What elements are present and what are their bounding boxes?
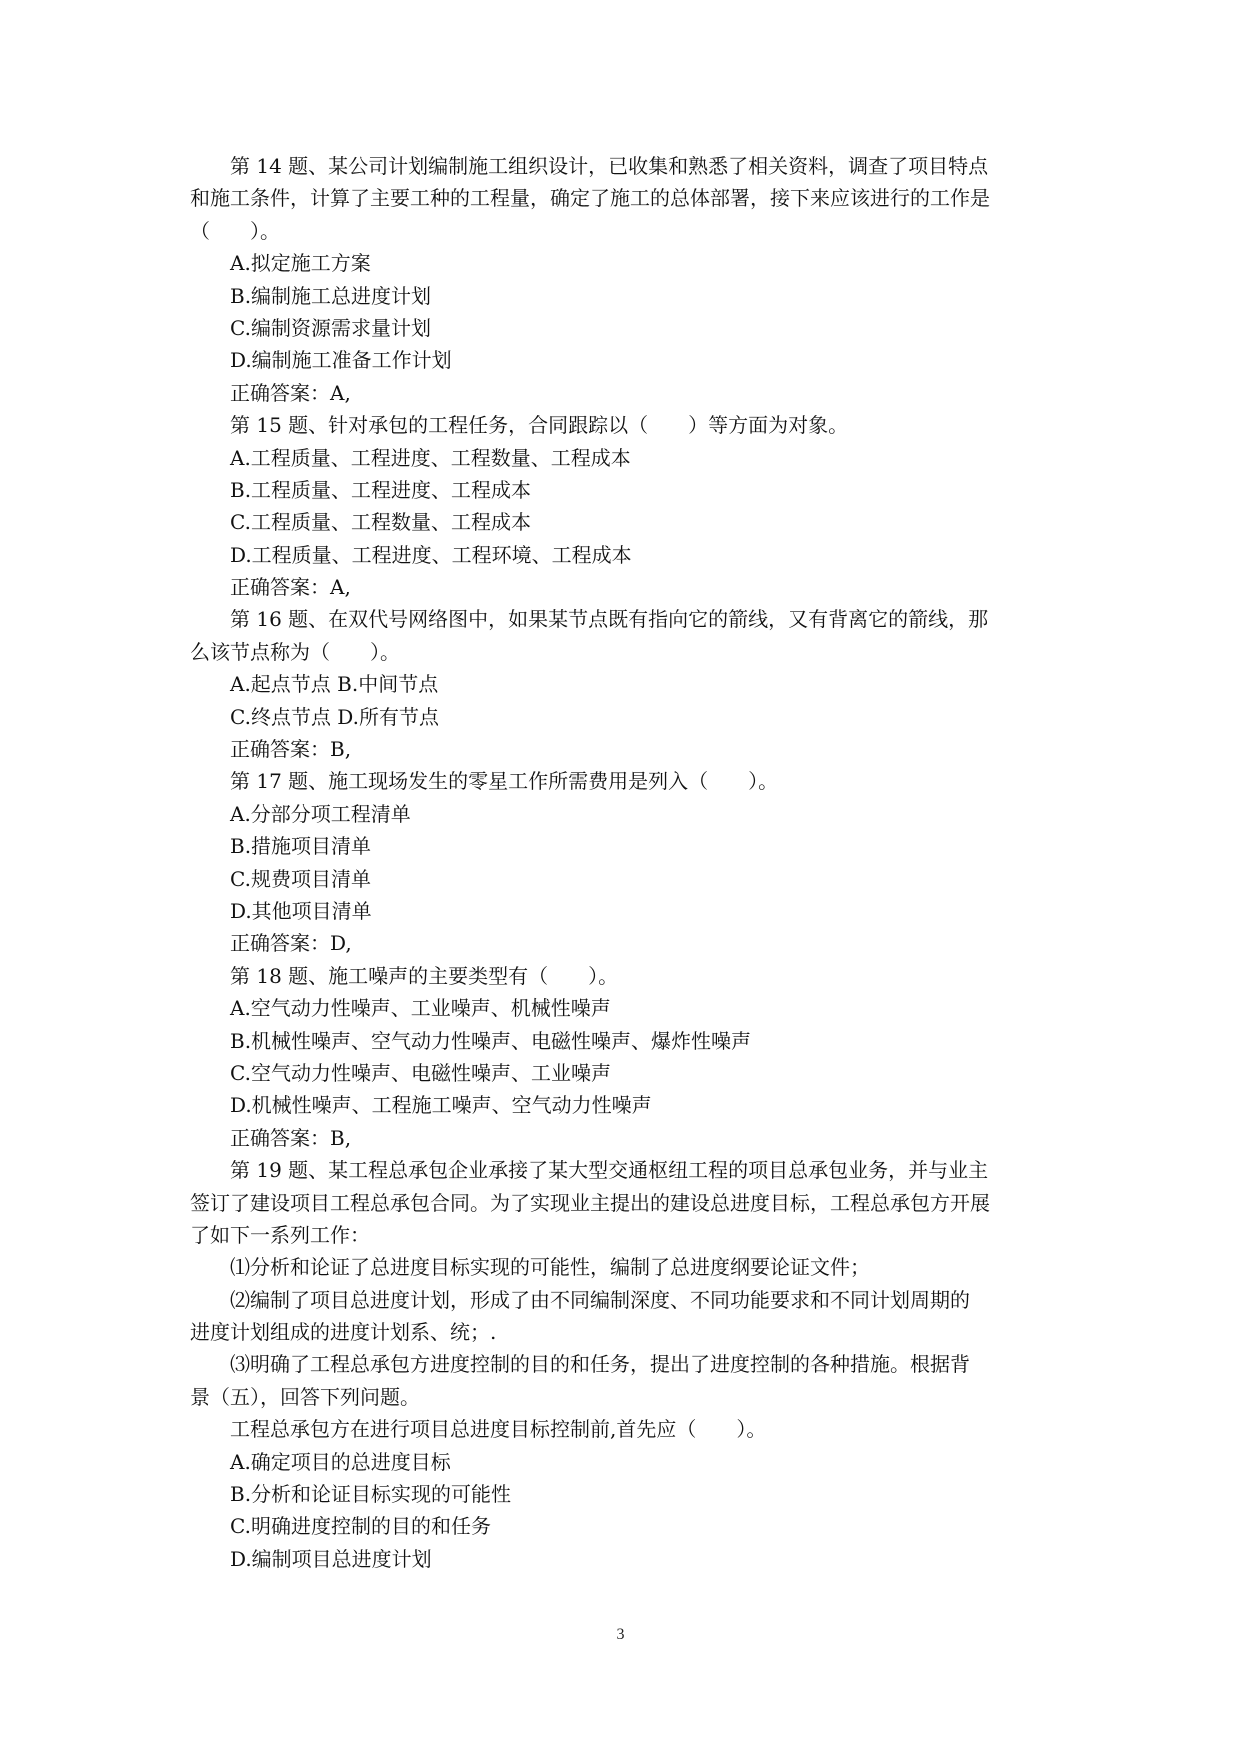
question-19-point-3-cont: 景（五），回答下列问题。 bbox=[190, 1384, 420, 1409]
question-14-text-cont: 和施工条件，计算了主要工种的工程量，确定了施工的总体部署，接下来应该进行的工作是 bbox=[190, 186, 990, 211]
question-18-option-c: C.空气动力性噪声、电磁性噪声、工业噪声 bbox=[230, 1060, 611, 1085]
question-16-options-cd: C.终点节点 D.所有节点 bbox=[230, 704, 439, 729]
question-19-point-2-cont: 进度计划组成的进度计划系、统；. bbox=[190, 1320, 497, 1345]
question-14-option-c: C.编制资源需求量计划 bbox=[230, 315, 431, 340]
question-16-options-ab: A.起点节点 B.中间节点 bbox=[230, 672, 439, 697]
question-17-answer: 正确答案：D, bbox=[230, 931, 352, 956]
question-18-option-a: A.空气动力性噪声、工业噪声、机械性噪声 bbox=[230, 996, 611, 1021]
question-16-text-cont: 么该节点称为（ ）。 bbox=[190, 639, 400, 664]
question-14-option-a: A.拟定施工方案 bbox=[230, 251, 371, 276]
page-number: 3 bbox=[616, 1626, 625, 1643]
question-18-answer: 正确答案：B, bbox=[230, 1125, 352, 1150]
question-15-text: 第 15 题、针对承包的工程任务，合同跟踪以（ ）等方面为对象。 bbox=[230, 413, 849, 438]
question-14-option-d: D.编制施工准备工作计划 bbox=[230, 348, 452, 373]
page-content bbox=[190, 150, 1052, 1575]
question-19-option-b: B.分析和论证目标实现的可能性 bbox=[230, 1482, 512, 1507]
question-14-text-cont: （ ）。 bbox=[190, 218, 280, 243]
question-17-option-d: D.其他项目清单 bbox=[230, 898, 372, 923]
question-17-text: 第 17 题、施工现场发生的零星工作所需费用是列入（ ）。 bbox=[230, 769, 779, 794]
question-19-point-1: ⑴分析和论证了总进度目标实现的可能性，编制了总进度纲要论证文件； bbox=[230, 1255, 870, 1280]
question-17-option-c: C.规费项目清单 bbox=[230, 866, 371, 891]
question-19-text: 第 19 题、某工程总承包企业承接了某大型交通枢纽工程的项目总承包业务，并与业主 bbox=[230, 1158, 989, 1183]
question-19-subquestion: 工程总承包方在进行项目总进度目标控制前,首先应（ ）。 bbox=[230, 1417, 767, 1442]
question-18-option-b: B.机械性噪声、空气动力性噪声、电磁性噪声、爆炸性噪声 bbox=[230, 1028, 752, 1053]
question-19-text-cont: 签订了建设项目工程总承包合同。为了实现业主提出的建设总进度目标，工程总承包方开展 bbox=[190, 1190, 990, 1215]
question-19-option-a: A.确定项目的总进度目标 bbox=[230, 1449, 451, 1474]
question-15-option-a: A.工程质量、工程进度、工程数量、工程成本 bbox=[230, 445, 631, 470]
question-14-text: 第 14 题、某公司计划编制施工组织设计，已收集和熟悉了相关资料，调查了项目特点 bbox=[230, 154, 989, 178]
question-14-answer: 正确答案：A, bbox=[230, 380, 351, 405]
question-16-text: 第 16 题、在双代号网络图中，如果某节点既有指向它的箭线，又有背离它的箭线，那 bbox=[230, 607, 989, 632]
question-19-option-d: D.编制项目总进度计划 bbox=[230, 1546, 432, 1571]
question-19-point-2: ⑵编制了项目总进度计划，形成了由不同编制深度、不同功能要求和不同计划周期的 bbox=[230, 1287, 970, 1312]
question-19-option-c: C.明确进度控制的目的和任务 bbox=[230, 1514, 491, 1539]
question-16-answer: 正确答案：B, bbox=[230, 737, 352, 762]
question-15-answer: 正确答案：A, bbox=[230, 575, 351, 600]
question-18-option-d: D.机械性噪声、工程施工噪声、空气动力性噪声 bbox=[230, 1093, 652, 1118]
question-15-option-d: D.工程质量、工程进度、工程环境、工程成本 bbox=[230, 542, 632, 567]
question-15-option-c: C.工程质量、工程数量、工程成本 bbox=[230, 510, 531, 535]
question-19-point-3: ⑶明确了工程总承包方进度控制的目的和任务，提出了进度控制的各种措施。根据背 bbox=[230, 1352, 970, 1377]
question-17-option-a: A.分部分项工程清单 bbox=[230, 801, 411, 826]
question-14-option-b: B.编制施工总进度计划 bbox=[230, 283, 432, 308]
question-15-option-b: B.工程质量、工程进度、工程成本 bbox=[230, 477, 532, 502]
question-17-option-b: B.措施项目清单 bbox=[230, 834, 372, 859]
question-19-text-cont: 了如下一系列工作： bbox=[190, 1222, 370, 1247]
question-18-text: 第 18 题、施工噪声的主要类型有（ ）。 bbox=[230, 963, 619, 988]
